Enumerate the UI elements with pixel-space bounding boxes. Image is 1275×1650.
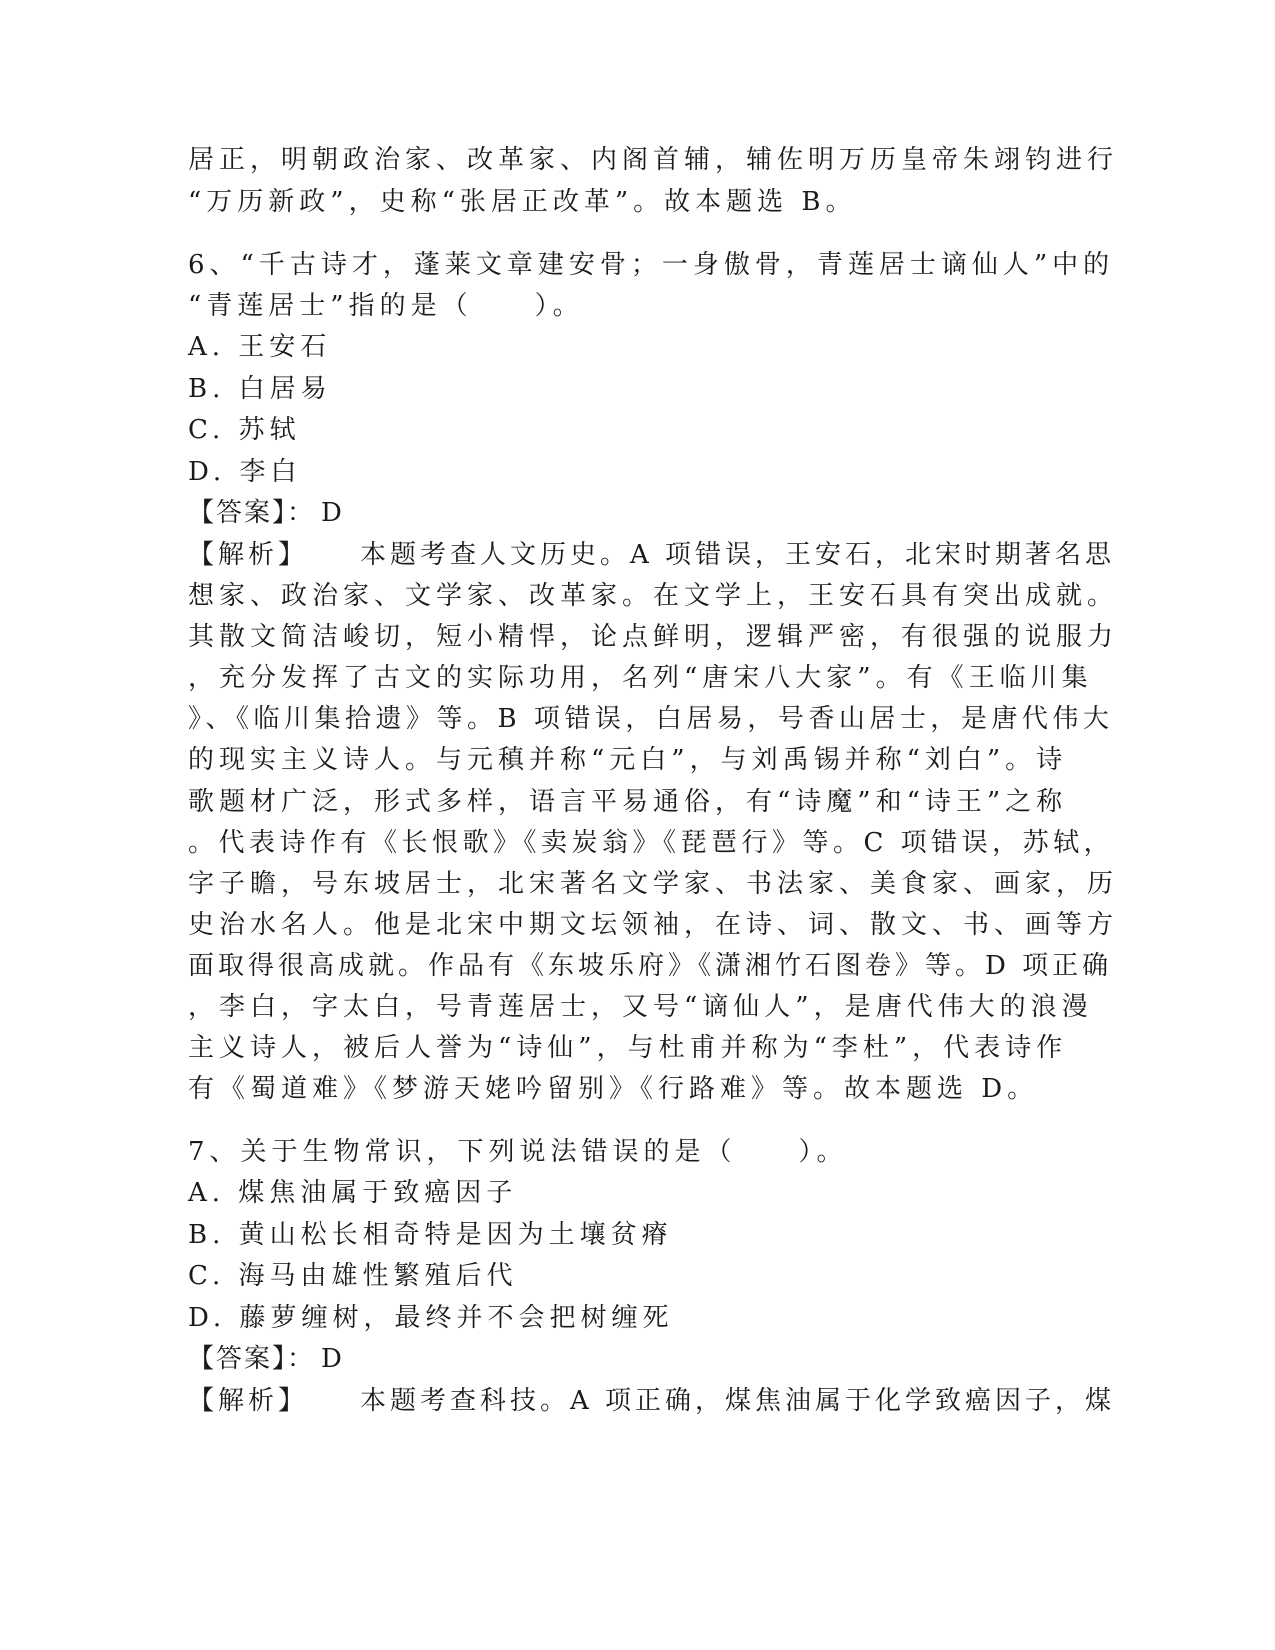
explanation-line: 》、《临川集拾遗》等。B 项错误，白居易，号香山居士，是唐代伟大: [188, 704, 1114, 734]
question-7-stem: 7、关于生物常识，下列说法错误的是（ ）。: [188, 1137, 848, 1167]
option-b: B. 黄山松长相奇特是因为土壤贫瘠: [188, 1220, 673, 1250]
explanation-line: 面取得很高成就。作品有《东坡乐府》《潇湘竹石图卷》等。D 项正确: [188, 951, 1113, 981]
answer-label: 【答案】：: [188, 498, 316, 528]
explanation-line: 想家、政治家、文学家、改革家。在文学上，王安石具有突出成就。: [188, 581, 1119, 611]
option-a: A. 煤焦油属于致癌因子: [188, 1178, 518, 1208]
explanation-text: 本题考查人文历史。A 项错误，王安石，北宋时期著名思: [360, 540, 1116, 570]
option-b: B. 白居易: [188, 374, 332, 404]
option-a: A. 王安石: [188, 332, 332, 362]
explanation-text: 本题考查科技。A 项正确，煤焦油属于化学致癌因子，煤: [360, 1386, 1116, 1416]
explanation-line: 主义诗人，被后人誉为“诗仙”，与杜甫并称为“李杜”，代表诗作: [188, 1033, 1068, 1063]
explanation-label: 【解析】: [188, 540, 309, 570]
explanation-line: 史治水名人。他是北宋中期文坛领袖，在诗、词、散文、书、画等方: [188, 910, 1119, 940]
explanation-line: 有《蜀道难》《梦游天姥吟留别》《行路难》等。故本题选 D。: [188, 1074, 1039, 1104]
answer-line: [188, 1342, 342, 1376]
explanation-line: 歌题材广泛，形式多样，语言平易通俗，有“诗魔”和“诗王”之称: [188, 787, 1068, 817]
explanation-line: 其散文简洁峻切，短小精悍，论点鲜明，逻辑严密，有很强的说服力: [188, 622, 1119, 652]
explanation-line: 的现实主义诗人。与元稹并称“元白”，与刘禹锡并称“刘白”。诗: [188, 745, 1068, 775]
question-6-stem: “青莲居士”指的是（ ）。: [188, 291, 584, 321]
answer-label: 【答案】：: [188, 1344, 316, 1374]
answer-value: D: [321, 498, 342, 528]
option-d: D. 藤萝缠树，最终并不会把树缠死: [188, 1303, 674, 1333]
explanation-line: ，李白，字太白，号青莲居士，又号“谪仙人”，是唐代伟大的浪漫: [188, 992, 1093, 1022]
option-c: C. 苏轼: [188, 415, 301, 445]
explanation-label: 【解析】: [188, 1386, 309, 1416]
explanation-line: ，充分发挥了古文的实际功用，名列“唐宋八大家”。有《王临川集: [188, 663, 1093, 693]
paragraph-line: 居正，明朝政治家、改革家、内阁首辅，辅佐明万历皇帝朱翊钧进行: [188, 145, 1119, 175]
option-d: D. 李白: [188, 457, 302, 487]
answer-value: D: [321, 1344, 342, 1374]
question-6-stem: 6、“千古诗才，蓬莱文章建安骨；一身傲骨，青莲居士谪仙人”中的: [188, 250, 1115, 280]
explanation-line: [188, 538, 1115, 572]
answer-line: [188, 496, 342, 530]
explanation-line: 字子瞻，号东坡居士，北宋著名文学家、书法家、美食家、画家，历: [188, 869, 1119, 899]
option-c: C. 海马由雄性繁殖后代: [188, 1261, 518, 1291]
explanation-line: [188, 1384, 1115, 1418]
paragraph-line: “万历新政”，史称“张居正改革”。故本题选 B。: [188, 187, 857, 217]
explanation-line: 。代表诗作有《长恨歌》《卖炭翁》《琵琶行》等。C 项错误，苏轼，: [188, 828, 1115, 858]
